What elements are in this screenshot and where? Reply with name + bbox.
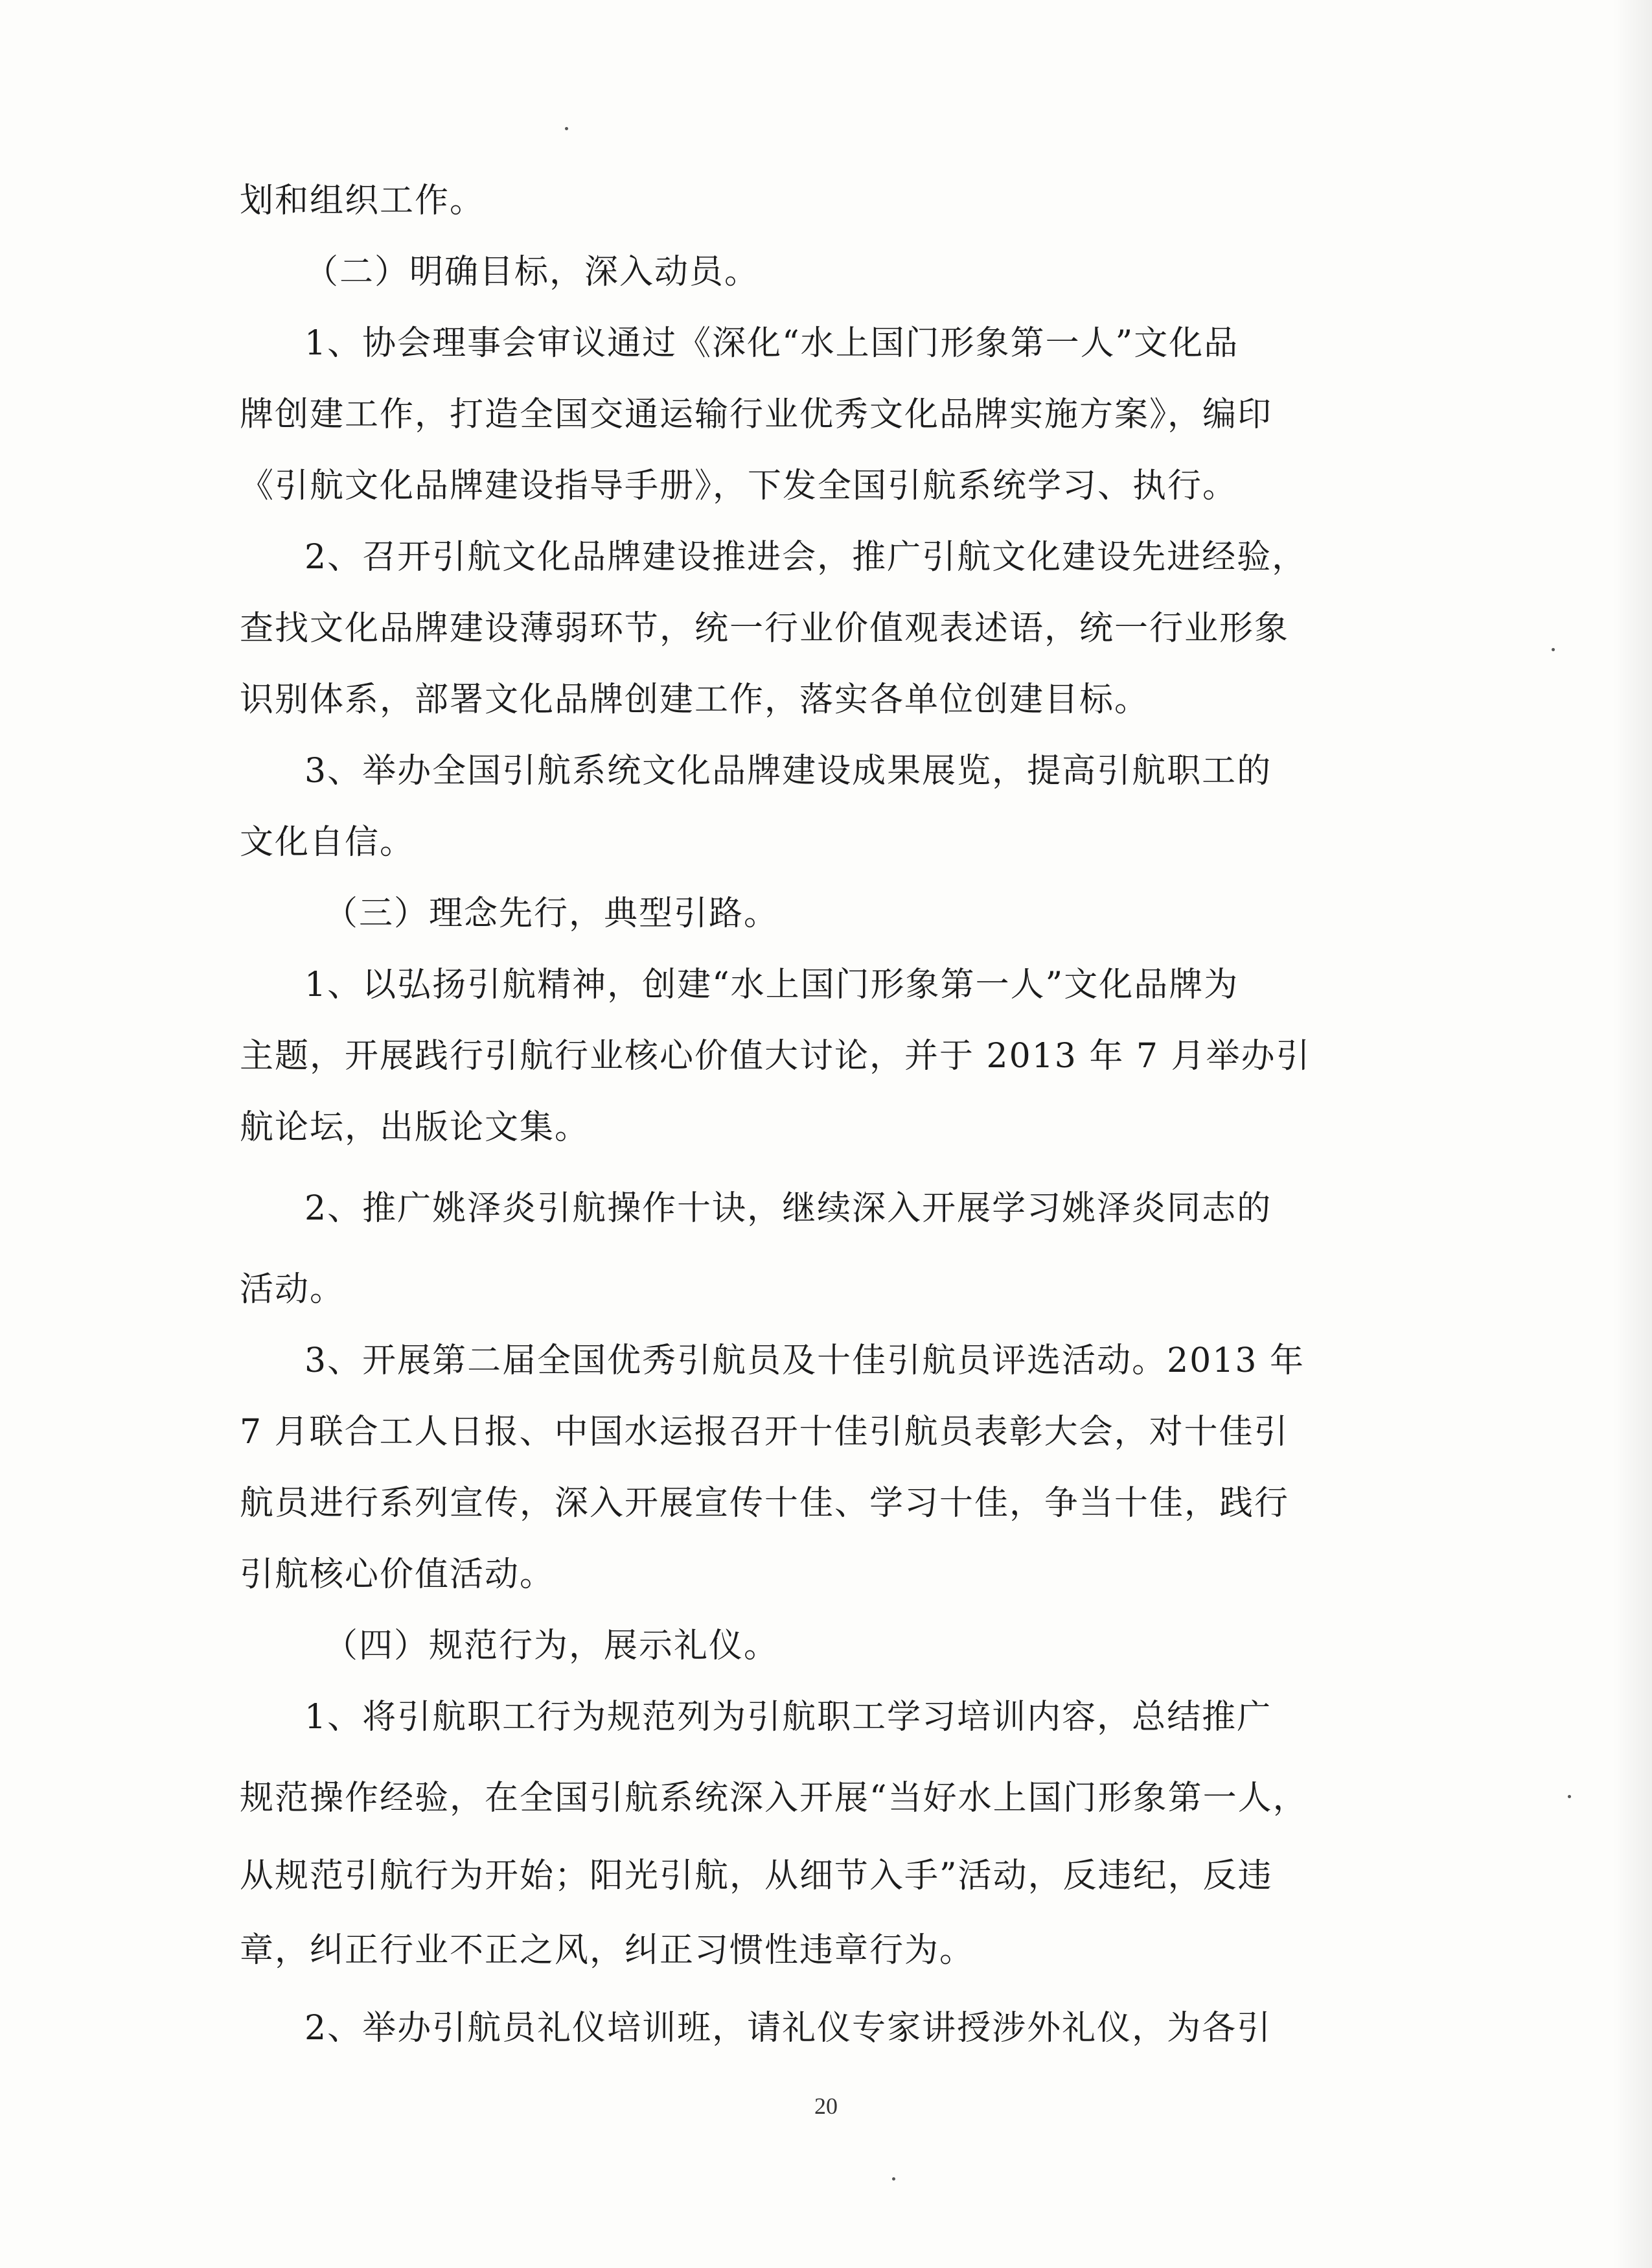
scan-speck: [892, 2177, 895, 2181]
text-line: 从规范引航行为开始；阳光引航，从细节入手”活动，反违纪，反违: [240, 1857, 1273, 1895]
text-line: 2、召开引航文化品牌建设推进会，推广引航文化建设先进经验，: [304, 538, 1307, 577]
scan-speck: [1568, 1795, 1571, 1798]
scan-edge-shadow: [1613, 0, 1652, 2268]
scan-speck: [1552, 648, 1555, 651]
text-line: 引航核心价值活动。: [240, 1555, 555, 1594]
text-line: 1、将引航职工行为规范列为引航职工学习培训内容，总结推广: [304, 1698, 1272, 1737]
text-line: 《引航文化品牌建设指导手册》，下发全国引航系统学习、执行。: [240, 467, 1238, 505]
text-line: 2、举办引航员礼仪培训班，请礼仪专家讲授涉外礼仪，为各引: [304, 2009, 1272, 2048]
text-line: 2、推广姚泽炎引航操作十诀，继续深入开展学习姚泽炎同志的: [304, 1189, 1272, 1228]
section-heading: （三）理念先行，典型引路。: [324, 894, 779, 933]
text-line: 航员进行系列宣传，深入开展宣传十佳、学习十佳，争当十佳，践行: [240, 1484, 1290, 1523]
text-line: 航论坛，出版论文集。: [240, 1108, 590, 1147]
section-heading: （四）规范行为，展示礼仪。: [324, 1626, 779, 1665]
text-line: 划和组织工作。: [240, 181, 485, 220]
text-line: 活动。: [240, 1270, 345, 1309]
scan-speck: [565, 127, 568, 130]
text-line: 识别体系，部署文化品牌创建工作，落实各单位创建目标。: [240, 680, 1150, 719]
page-number: 20: [814, 2093, 838, 2119]
text-line: 规范操作经验，在全国引航系统深入开展“当好水上国门形象第一人，: [240, 1779, 1308, 1818]
text-line: 1、以弘扬引航精神，创建“水上国门形象第一人”文化品牌为: [304, 966, 1239, 1004]
text-line: 文化自信。: [240, 823, 415, 862]
text-line: 3、开展第二届全国优秀引航员及十佳引航员评选活动。2013 年: [304, 1341, 1305, 1380]
text-line: 7 月联合工人日报、中国水运报召开十佳引航员表彰大会，对十佳引: [240, 1413, 1289, 1452]
text-line: 牌创建工作，打造全国交通运输行业优秀文化品牌实施方案》，编印: [240, 395, 1273, 434]
text-line: 查找文化品牌建设薄弱环节，统一行业价值观表述语，统一行业形象: [240, 609, 1290, 648]
text-line: 3、举办全国引航系统文化品牌建设成果展览，提高引航职工的: [304, 752, 1272, 791]
text-line: 主题，开展践行引航行业核心价值大讨论，并于 2013 年 7 月举办引: [240, 1037, 1311, 1076]
text-line: 章，纠正行业不正之风，纠正习惯性违章行为。: [240, 1931, 975, 1970]
section-heading: （二）明确目标，深入动员。: [304, 253, 760, 292]
text-line: 1、协会理事会审议通过《深化“水上国门形象第一人”文化品: [304, 324, 1239, 363]
